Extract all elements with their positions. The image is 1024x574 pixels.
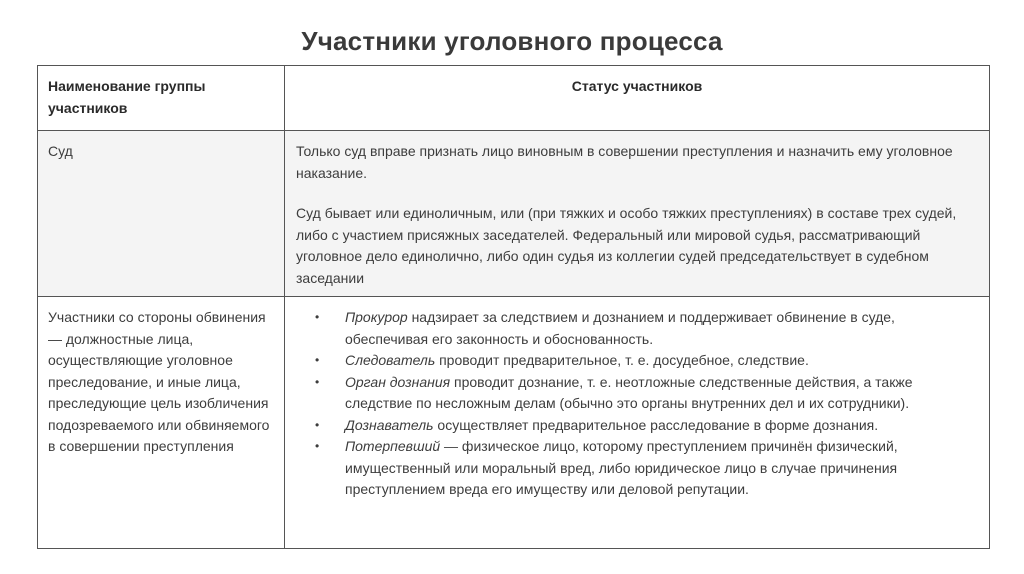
prosecution-list bbox=[295, 307, 975, 501]
header-status-cell: Статус участников bbox=[285, 66, 990, 131]
status-cell-prosecution bbox=[285, 297, 990, 549]
bullet-icon: • bbox=[315, 374, 320, 389]
status-cell-court bbox=[285, 131, 990, 297]
list-item-inquiry-body bbox=[295, 372, 975, 415]
text-inquirer: осуществляет предварительное расследование в форме дознания. bbox=[433, 416, 879, 433]
court-paragraph-1: Только суд вправе признать лицо виновным в совершении преступления и назначить ему уголовное наказание. bbox=[296, 143, 953, 181]
text-victim: физическое лицо, которому преступлением причинён физический, имущественный или моральный вред, либо юридическое лицо в случае причинения преступлением вреда его имуществу или деловой репутации. bbox=[345, 438, 898, 497]
court-paragraph-2: Суд бывает или единоличным, или (при тяжких и особо тяжких преступлениях) в составе трех судей, либо с участием присяжных заседателей. Федеральный или мировой судья, рассматривающий уголовное дело единолично, либо один судья из коллегии судей председательствует в судебном заседании bbox=[296, 205, 957, 286]
list-item-prosecutor bbox=[295, 307, 975, 350]
bullet-icon: • bbox=[315, 353, 320, 367]
participants-table bbox=[37, 65, 990, 549]
page-title: Участники уголовного процесса bbox=[301, 26, 723, 56]
bullet-icon: • bbox=[315, 417, 320, 432]
table-row-prosecution bbox=[38, 297, 990, 549]
text-investigator: проводит предварительное, т. е. досудебное, следствие. bbox=[435, 352, 809, 368]
list-item-investigator bbox=[295, 350, 975, 372]
list-item-victim bbox=[295, 436, 975, 501]
term-victim: Потерпевший — bbox=[345, 438, 459, 454]
term-prosecutor: Прокурор bbox=[345, 309, 408, 325]
header-group-cell: Наименование группы участников bbox=[38, 66, 285, 131]
term-inquirer: Дознаватель bbox=[345, 416, 434, 433]
table-header-row bbox=[38, 66, 990, 131]
bullet-icon: • bbox=[315, 310, 320, 324]
text-inquiry-body: проводит дознание, т. е. неотложные следственные действия, а также следствие по несложным делам (обычно это органы внутренних дел и их сотрудники). bbox=[345, 373, 913, 411]
list-item-inquirer bbox=[295, 415, 975, 437]
term-investigator: Следователь bbox=[345, 352, 436, 368]
bullet-icon: • bbox=[315, 439, 320, 453]
group-cell-prosecution: Участники со стороны обвинения — должностные лица, осуществляющие уголовное преследование, и иные лица, преследующие цель изобличения подозреваемого или обвиняемого в совершении преступления bbox=[38, 297, 285, 549]
group-cell-court: Суд bbox=[38, 131, 285, 297]
text-prosecutor: надзирает за следствием и дознанием и поддерживает обвинение в суде, обеспечивая его законность и обоснованность. bbox=[345, 309, 895, 347]
table-row-court bbox=[38, 131, 990, 297]
term-inquiry-body: Орган дознания bbox=[345, 373, 451, 390]
